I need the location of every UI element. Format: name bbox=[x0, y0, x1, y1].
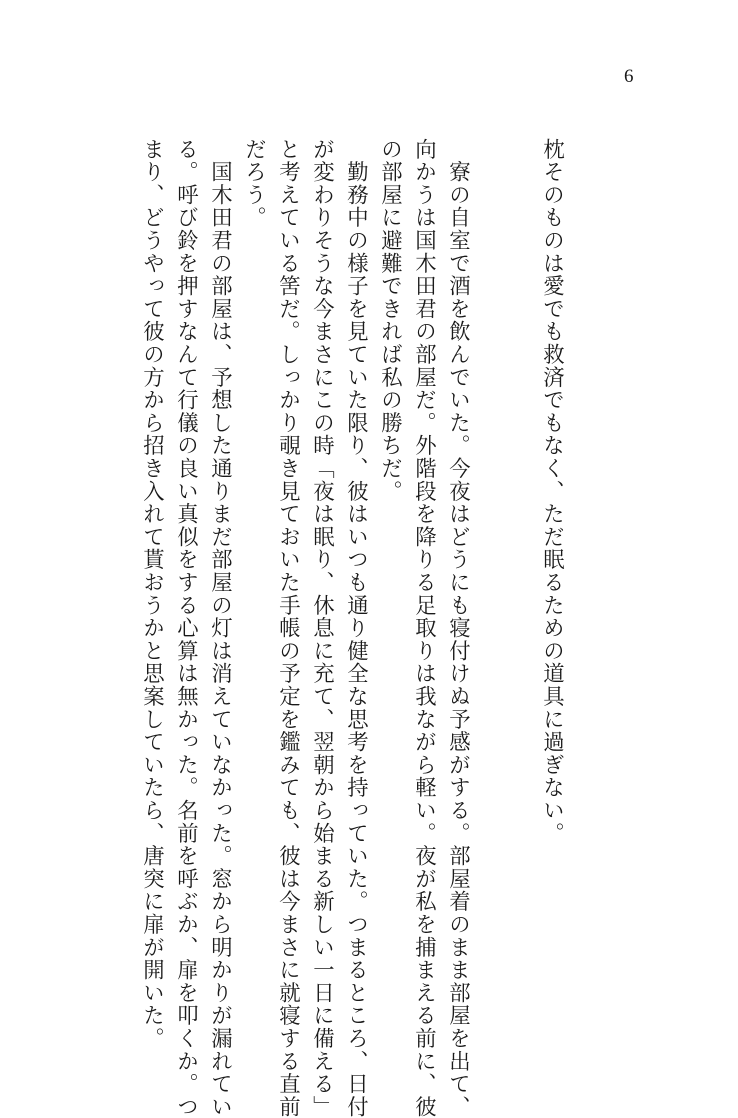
text-line-6: が変わりそうな今まさにこの時「夜は眠り、休息に充て、翌朝から始まる新しい一日に備える」 bbox=[309, 138, 335, 1118]
text-line-8: だろう。 bbox=[241, 138, 267, 230]
page-number: 6 bbox=[624, 66, 634, 87]
text-line-11: まり、どうやって彼の方から招き入れて貰おうかと思案していたら、唐突に扉が開いた。 bbox=[139, 138, 165, 1050]
text-line-7: と考えている筈だ。しっかり覗き見ておいた手帳の予定を鑑みても、彼は今まさに就寝する直前 bbox=[275, 138, 301, 1118]
text-line-5: 勤務中の様子を見ていた限り、彼はいつも通り健全な思考を持っていた。つまるところ、日付 bbox=[343, 138, 369, 1118]
text-line-1: 枕そのものは愛でも救済でもなく、ただ眠るための道具に過ぎない。 bbox=[539, 138, 565, 845]
text-line-3: 向かうは国木田君の部屋だ。外階段を降りる足取りは我ながら軽い。夜が私を捕まえる前に、彼 bbox=[411, 138, 437, 1118]
text-line-4: の部屋に避難できれば私の勝ちだ。 bbox=[377, 138, 403, 503]
text-line-9: 国木田君の部屋は、予想した通りまだ部屋の灯は消えていなかった。窓から明かりが漏れてい bbox=[207, 138, 233, 1118]
text-line-10: る。呼び鈴を押すなんて行儀の良い真似をする心算は無かった。名前を呼ぶか、扉を叩くか。つ bbox=[173, 138, 199, 1118]
text-line-2: 寮の自室で酒を飲んでいた。今夜はどうにも寝付けぬ予感がする。部屋着のまま部屋を出て、 bbox=[445, 138, 471, 1118]
